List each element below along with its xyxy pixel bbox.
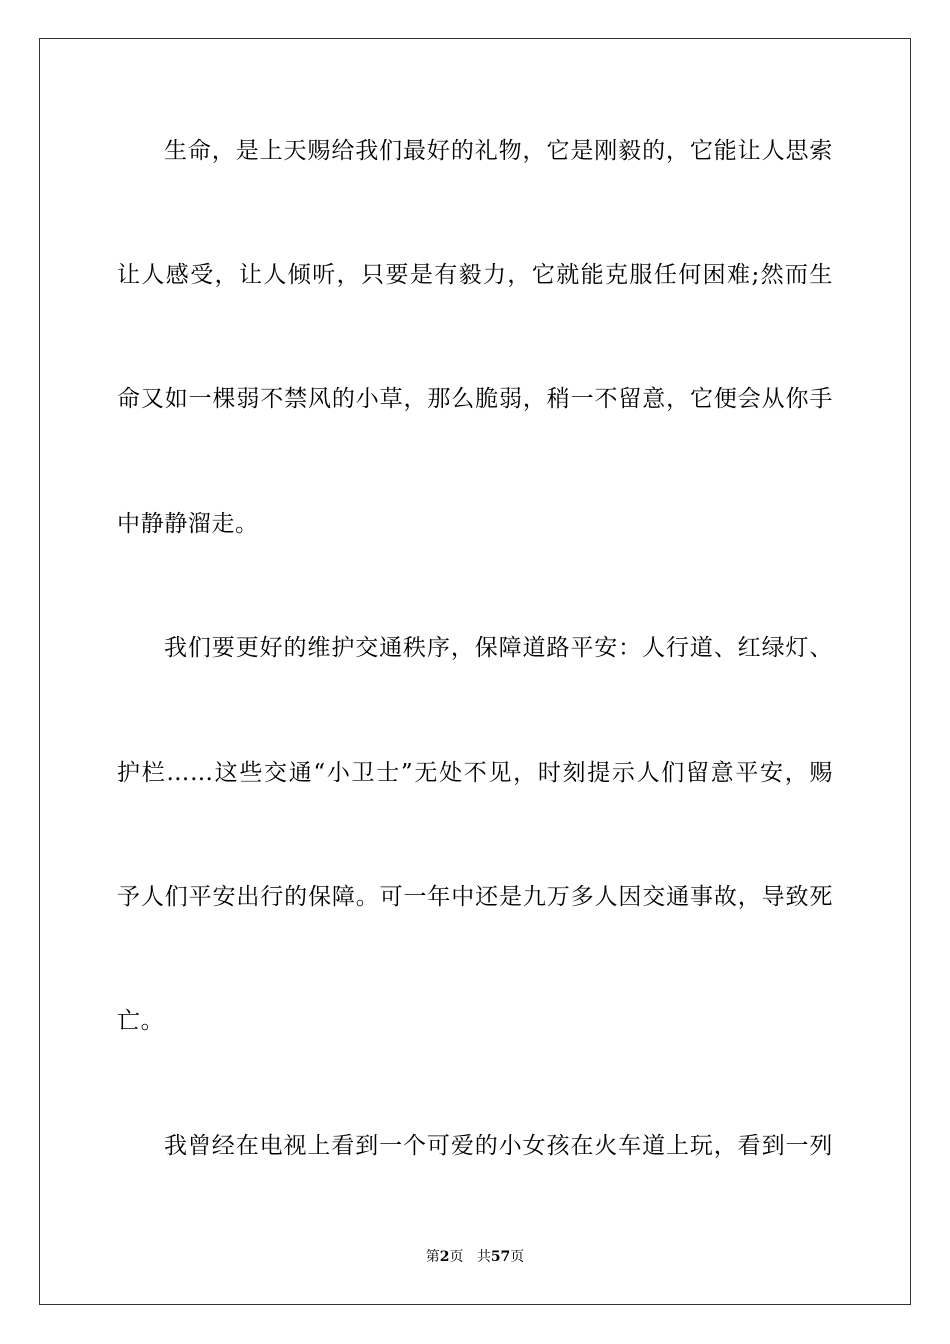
paragraph-2-line-1: 我们要更好的维护交通秩序，保障道路平安：人行道、红绿灯、 xyxy=(164,635,833,661)
footer-page-number: 2 xyxy=(439,1249,450,1265)
paragraph-2-line-2: 护栏……这些交通“小卫士”无处不见，时刻提示人们留意平安，赐 xyxy=(117,760,833,786)
page-border xyxy=(39,38,911,1305)
footer-total-pages: 57 xyxy=(490,1249,511,1265)
paragraph-2-line-3: 予人们平安出行的保障。可一年中还是九万多人因交通事故，导致死 xyxy=(117,884,833,910)
footer-total-prefix: 共 xyxy=(476,1249,491,1265)
paragraph-1-line-1: 生命，是上天赐给我们最好的礼物，它是刚毅的，它能让人思索 xyxy=(164,138,833,164)
footer-total-suffix: 页 xyxy=(510,1249,525,1265)
paragraph-2-line-4: 亡。 xyxy=(117,1008,165,1034)
footer-prefix: 第 xyxy=(425,1249,440,1265)
paragraph-3-line-1: 我曾经在电视上看到一个可爱的小女孩在火车道上玩，看到一列 xyxy=(164,1133,833,1159)
page-footer xyxy=(0,1247,950,1267)
paragraph-1-line-3: 命又如一棵弱不禁风的小草，那么脆弱，稍一不留意，它便会从你手 xyxy=(117,386,833,412)
footer-page-suffix: 页 xyxy=(449,1249,464,1265)
paragraph-1-line-4: 中静静溜走。 xyxy=(117,511,259,537)
paragraph-1-line-2: 让人感受，让人倾听，只要是有毅力，它就能克服任何困难;然而生 xyxy=(117,262,833,288)
